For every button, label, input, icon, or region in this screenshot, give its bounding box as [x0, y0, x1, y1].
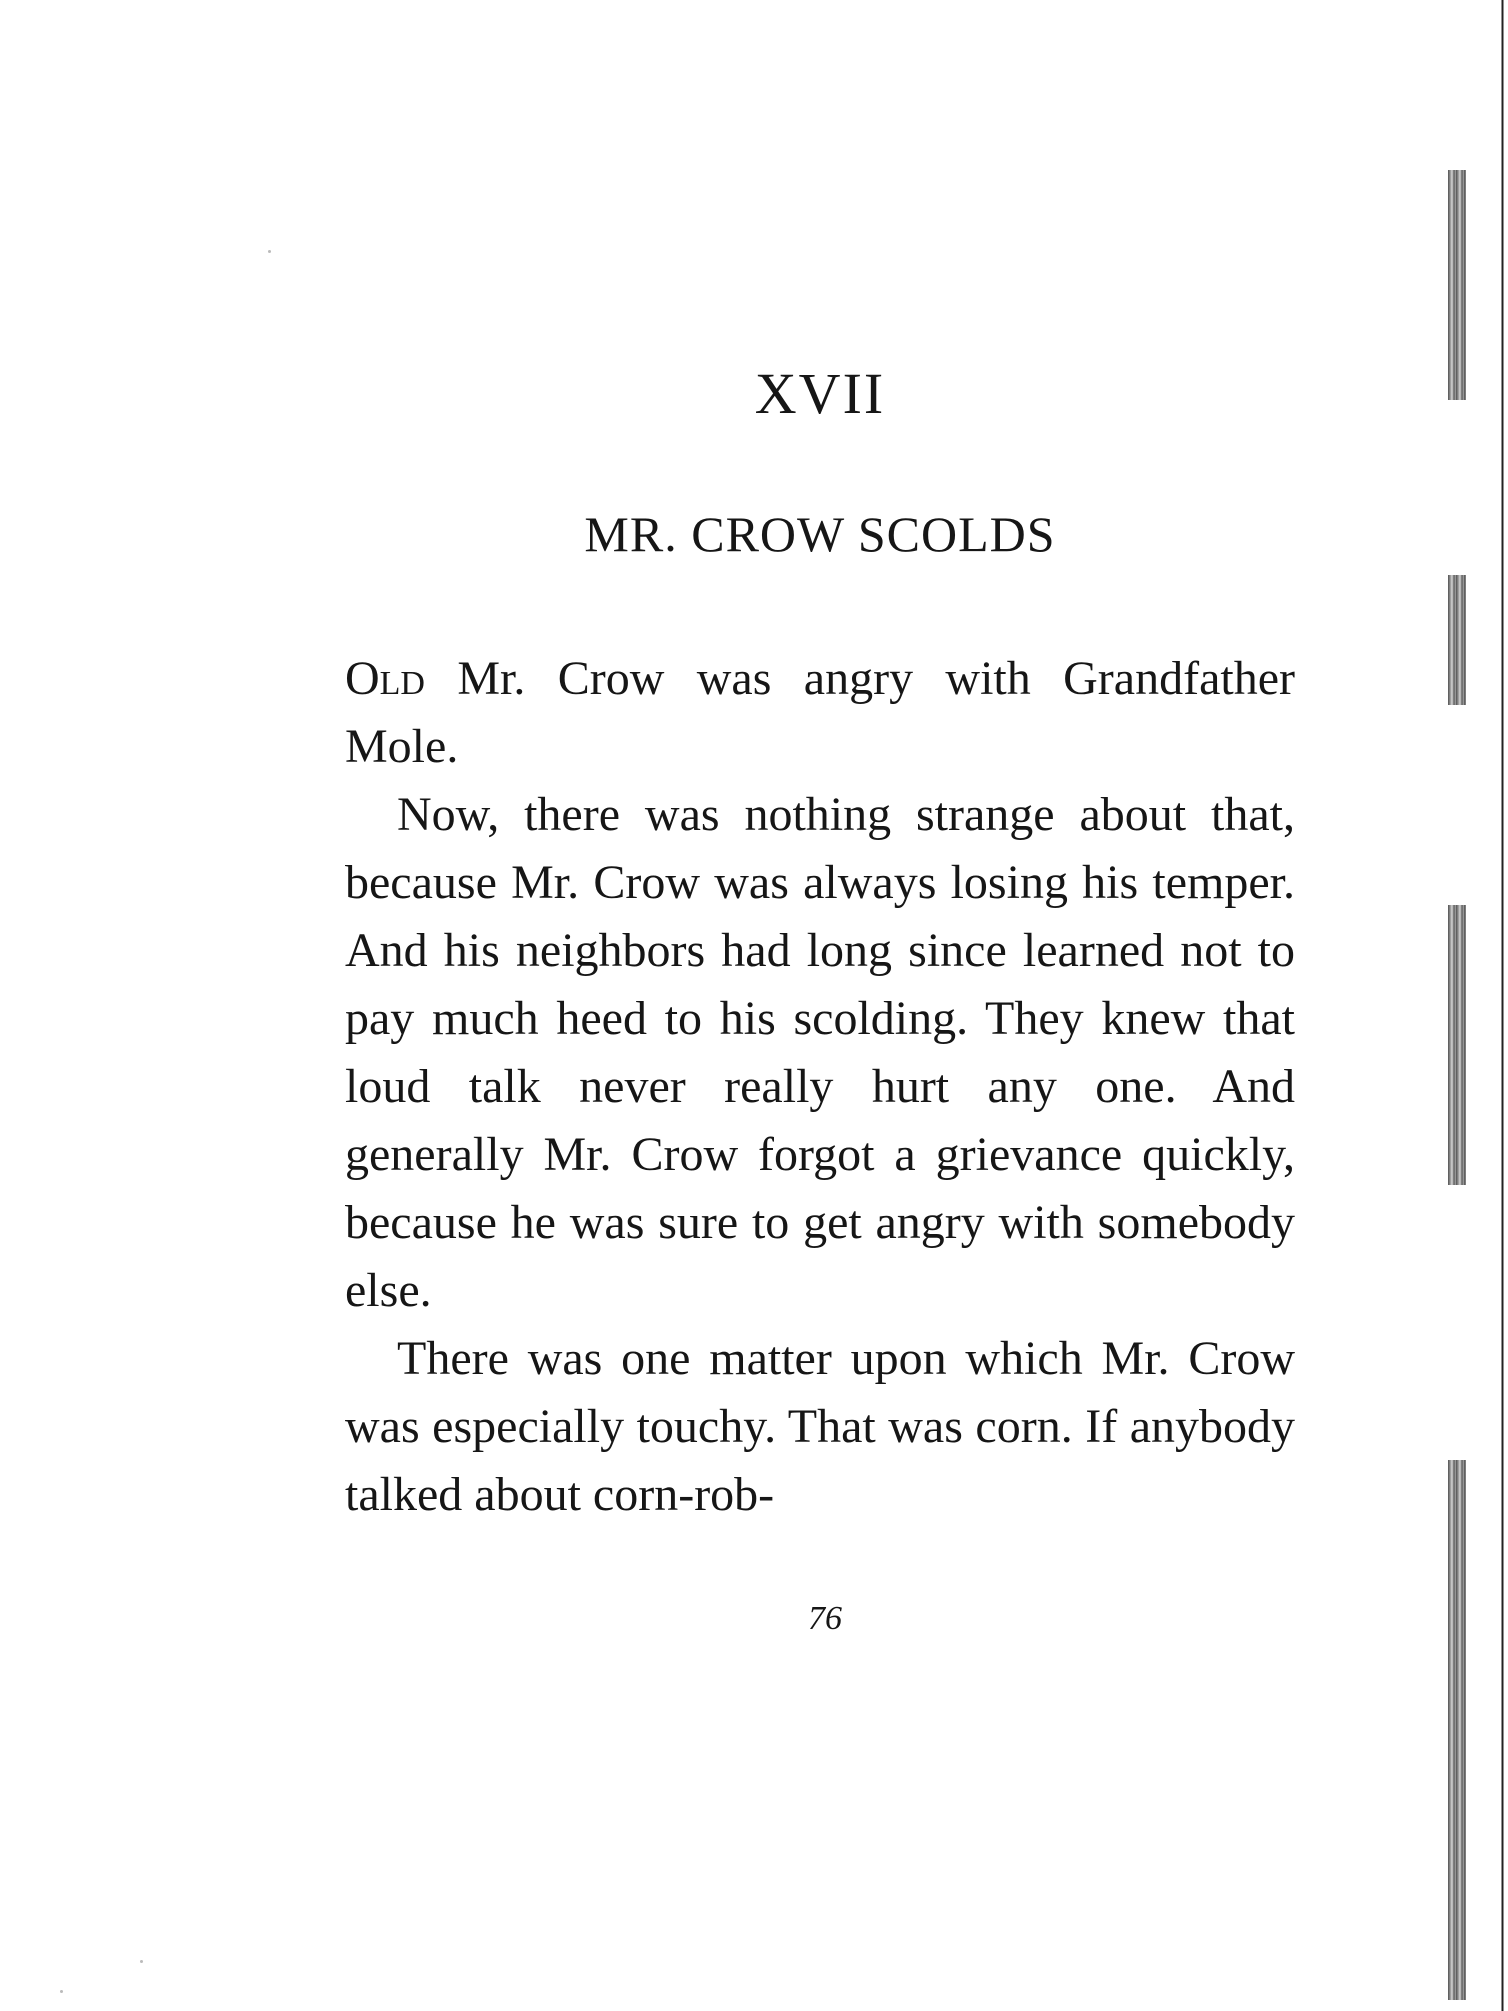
- chapter-number: XVII: [754, 361, 886, 426]
- paragraph-3: There was one matter upon which Mr. Crow was especially touchy. That was corn. If anybody talked about corn-rob-: [345, 1332, 1295, 1521]
- binding-shadow: [1448, 905, 1466, 1185]
- scan-speck: [140, 1960, 143, 1963]
- binding-shadow: [1448, 575, 1466, 705]
- binding-shadow: [1448, 170, 1466, 400]
- scan-speck: [268, 250, 271, 253]
- chapter-body: [345, 645, 1295, 1529]
- page-number: 76: [808, 1600, 842, 1637]
- chapter-title: MR. CROW SCOLDS: [584, 506, 1056, 562]
- drop-lead-word: Old: [345, 652, 425, 705]
- paragraph-2: Now, there was nothing strange about that, because Mr. Crow was always losing his temper. And his neighbors had long since learned not to pay much heed to his scolding. They knew that loud talk never really hurt any one. And generally Mr. Crow forgot a grievance quickly, because he was sure to get angry with somebody else.: [345, 788, 1295, 1317]
- paragraph-1-text: Mr. Crow was angry with Grandfather Mole.: [345, 652, 1295, 773]
- paragraph-1: [345, 645, 1295, 781]
- binding-edge: [1496, 0, 1508, 2011]
- scan-speck: [60, 1990, 63, 1993]
- binding-shadow: [1448, 1460, 1466, 2000]
